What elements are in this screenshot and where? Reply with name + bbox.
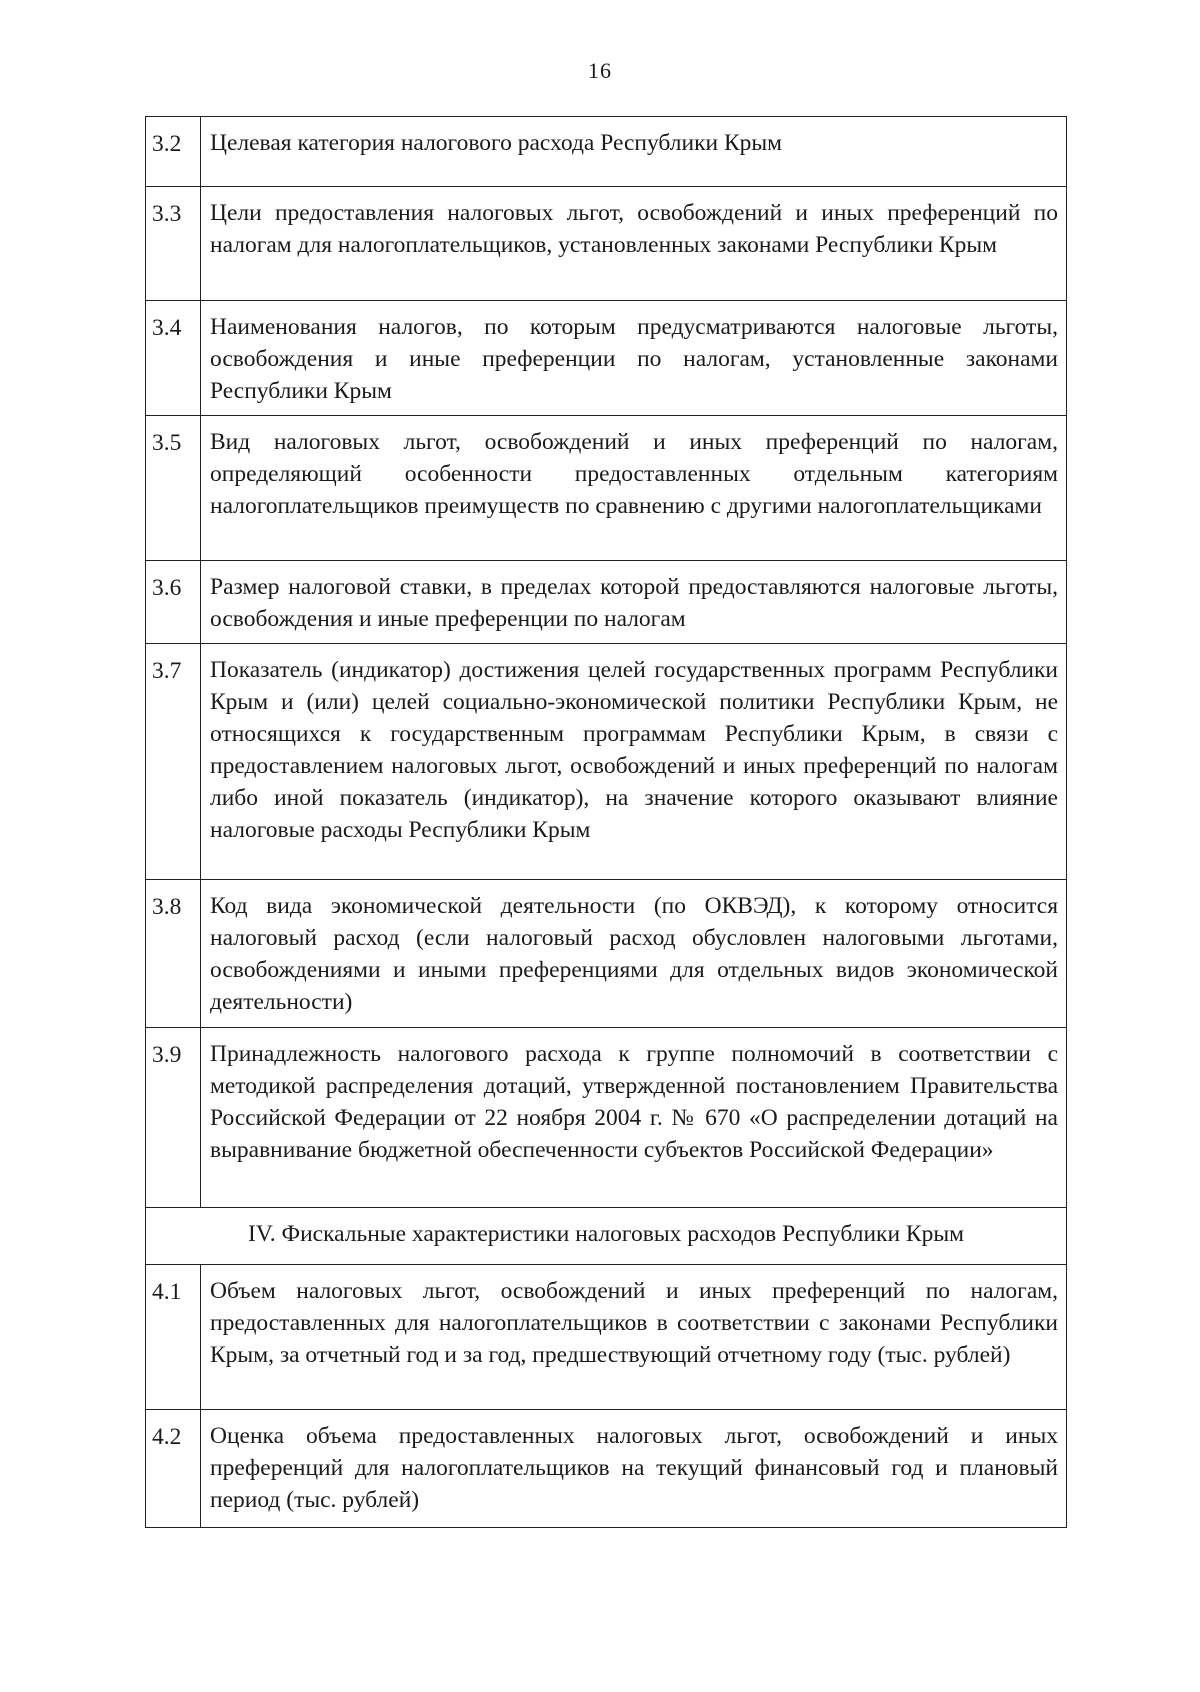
table-row [146,644,1067,880]
row-number: 3.8 [146,880,201,1028]
row-text: Целевая категория налогового расхода Республики Крым [201,117,1067,187]
row-number: 3.7 [146,644,201,880]
row-number: 4.2 [146,1410,201,1528]
page-number: 16 [588,58,612,83]
section-heading: IV. Фискальные характеристики налоговых расходов Республики Крым [146,1208,1067,1265]
table-row [146,561,1067,644]
table-row [146,117,1067,187]
table-row [146,301,1067,416]
table-row [146,416,1067,561]
row-text: Объем налоговых льгот, освобождений и иных преференций по налогам, предоставленных для налогоплательщиков в соответствии с законами Республики Крым, за отчетный год и за год, предшествующий отчетному году (тыс. рублей) [201,1265,1067,1410]
row-text: Цели предоставления налоговых льгот, освобождений и иных преференций по налогам для налогоплательщиков, установленных законами Республики Крым [201,187,1067,301]
row-text: Показатель (индикатор) достижения целей государственных программ Республики Крым и (или) целей социально-экономической политики Республики Крым, не относящихся к государственным программам Республики Крым, в связи с предоставлением налоговых льгот, освобождений и иных преференций по налогам либо иной показатель (индикатор), на значение которого оказывают влияние налоговые расходы Республики Крым [201,644,1067,880]
row-text: Размер налоговой ставки, в пределах которой предоставляются налоговые льготы, освобождения и иные преференции по налогам [201,561,1067,644]
row-number: 3.4 [146,301,201,416]
section-heading-row [146,1208,1067,1265]
table-row [146,1028,1067,1208]
row-number: 4.1 [146,1265,201,1410]
row-text: Оценка объема предоставленных налоговых льгот, освобождений и иных преференций для налогоплательщиков на текущий финансовый год и плановый период (тыс. рублей) [201,1410,1067,1528]
row-number: 3.9 [146,1028,201,1208]
row-number: 3.2 [146,117,201,187]
row-number: 3.3 [146,187,201,301]
row-number: 3.5 [146,416,201,561]
row-text: Вид налоговых льгот, освобождений и иных преференций по налогам, определяющий особенности предоставленных отдельным категориям налогоплательщиков преимуществ по сравнению с другими налогоплательщиками [201,416,1067,561]
table-row [146,880,1067,1028]
row-number: 3.6 [146,561,201,644]
table-row [146,1265,1067,1410]
row-text: Код вида экономической деятельности (по ОКВЭД), к которому относится налоговый расход (если налоговый расход обусловлен налоговыми льготами, освобождениями и иными преференциями для отдельных видов экономической деятельности) [201,880,1067,1028]
row-text: Принадлежность налогового расхода к группе полномочий в соответствии с методикой распределения дотаций, утвержденной постановлением Правительства Российской Федерации от 22 ноября 2004 г. № 670 «О распределении дотаций на выравнивание бюджетной обеспеченности субъектов Российской Федерации» [201,1028,1067,1208]
indicators-table [145,116,1067,1528]
table-row [146,187,1067,301]
table-row [146,1410,1067,1528]
row-text: Наименования налогов, по которым предусматриваются налоговые льготы, освобождения и иные преференции по налогам, установленные законами Республики Крым [201,301,1067,416]
